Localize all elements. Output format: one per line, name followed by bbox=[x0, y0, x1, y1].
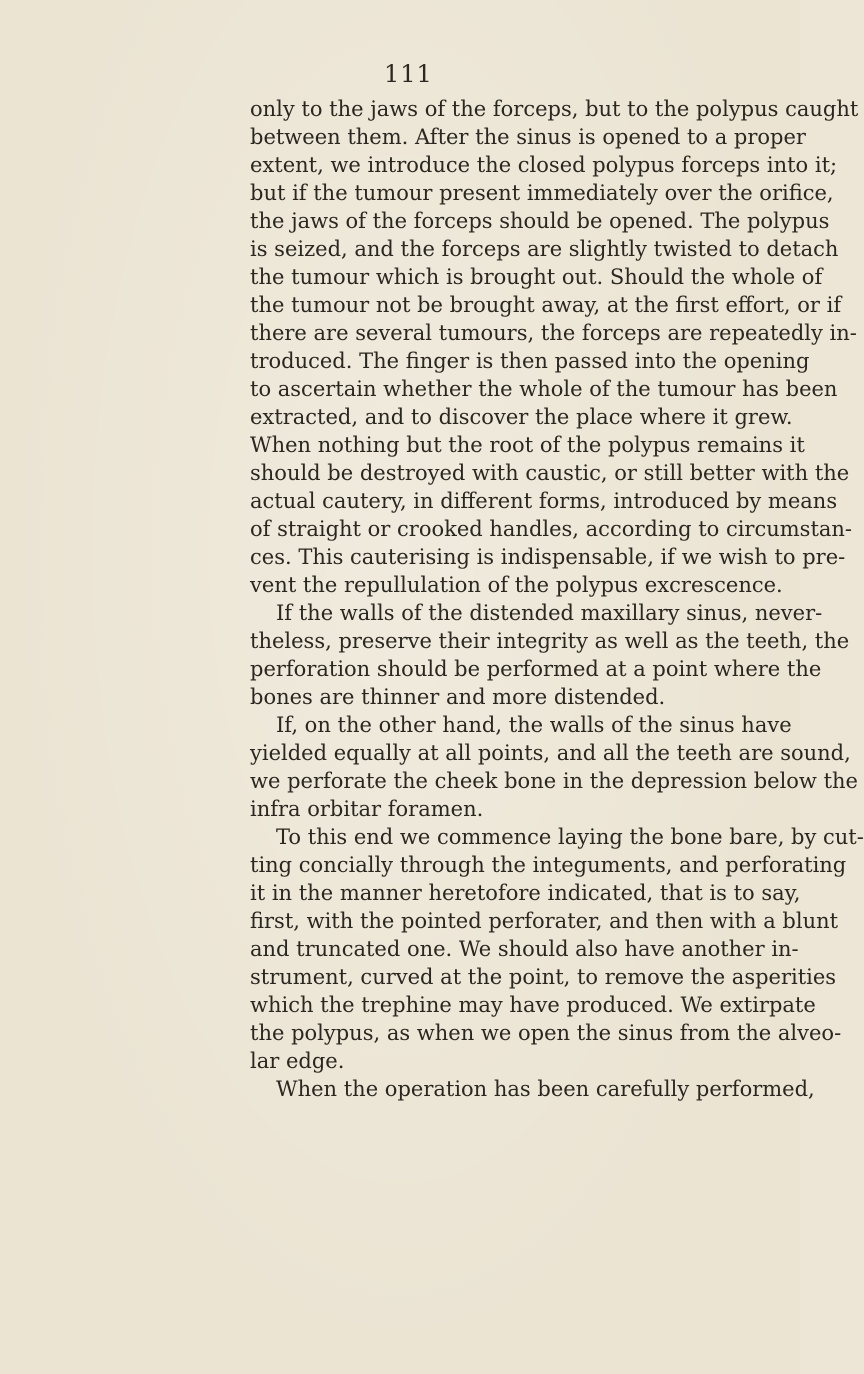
text-line: bones are thinner and more distended. bbox=[250, 685, 666, 709]
text-line: there are several tumours, the forceps are repeatedly in- bbox=[250, 321, 857, 345]
text-line: the tumour not be brought away, at the first effort, or if bbox=[250, 293, 842, 317]
text-line: is seized, and the forceps are slightly twisted to detach bbox=[250, 237, 839, 261]
text-line: To this end we commence laying the bone bare, by cut- bbox=[276, 825, 864, 849]
text-line: but if the tumour present immediately over the orifice, bbox=[250, 181, 834, 205]
text-line: When the operation has been carefully performed, bbox=[276, 1077, 815, 1101]
text-line: between them. After the sinus is opened to a proper bbox=[250, 125, 806, 149]
text-line: ces. This cauterising is indispensable, if we wish to pre- bbox=[250, 545, 846, 569]
text-line: we perforate the cheek bone in the depression below the bbox=[250, 769, 858, 793]
text-line: it in the manner heretofore indicated, that is to say, bbox=[250, 881, 801, 905]
text-line: If the walls of the distended maxillary sinus, never- bbox=[276, 601, 823, 625]
text-line: ting concially through the integuments, and perforating bbox=[250, 853, 847, 877]
text-line: If, on the other hand, the walls of the sinus have bbox=[276, 713, 792, 737]
text-line: of straight or crooked handles, according to circumstan- bbox=[250, 517, 853, 541]
text-line: troduced. The finger is then passed into the opening bbox=[250, 349, 810, 373]
text-line: the tumour which is brought out. Should the whole of bbox=[250, 265, 823, 289]
text-line: first, with the pointed perforater, and then with a blunt bbox=[250, 909, 839, 933]
text-line: theless, preserve their integrity as well as the teeth, the bbox=[250, 629, 850, 653]
text-line: When nothing but the root of the polypus remains it bbox=[250, 433, 805, 457]
text-line: which the trephine may have produced. We extirpate bbox=[250, 993, 816, 1017]
text-line: the polypus, as when we open the sinus from the alveo- bbox=[250, 1021, 842, 1045]
text-line: extracted, and to discover the place where it grew. bbox=[250, 405, 793, 429]
text-line: the jaws of the forceps should be opened. The polypus bbox=[250, 209, 830, 233]
text-line: perforation should be performed at a point where the bbox=[250, 657, 822, 681]
text-line: strument, curved at the point, to remove the asperities bbox=[250, 965, 837, 989]
text-line: infra orbitar foramen. bbox=[250, 797, 484, 821]
text-line: to ascertain whether the whole of the tumour has been bbox=[250, 377, 838, 401]
text-line: should be destroyed with caustic, or still better with the bbox=[250, 461, 850, 485]
text-line: actual cautery, in different forms, introduced by means bbox=[250, 489, 838, 513]
text-line: extent, we introduce the closed polypus forceps into it; bbox=[250, 153, 838, 177]
text-line: vent the repullulation of the polypus excrescence. bbox=[250, 573, 783, 597]
body-text bbox=[250, 95, 864, 1103]
text-line: yielded equally at all points, and all the teeth are sound, bbox=[250, 741, 851, 765]
text-line: and truncated one. We should also have another in- bbox=[250, 937, 799, 961]
page-number: 111 bbox=[384, 60, 433, 88]
text-line: only to the jaws of the forceps, but to the polypus caught bbox=[250, 97, 859, 121]
text-line: lar edge. bbox=[250, 1049, 345, 1073]
